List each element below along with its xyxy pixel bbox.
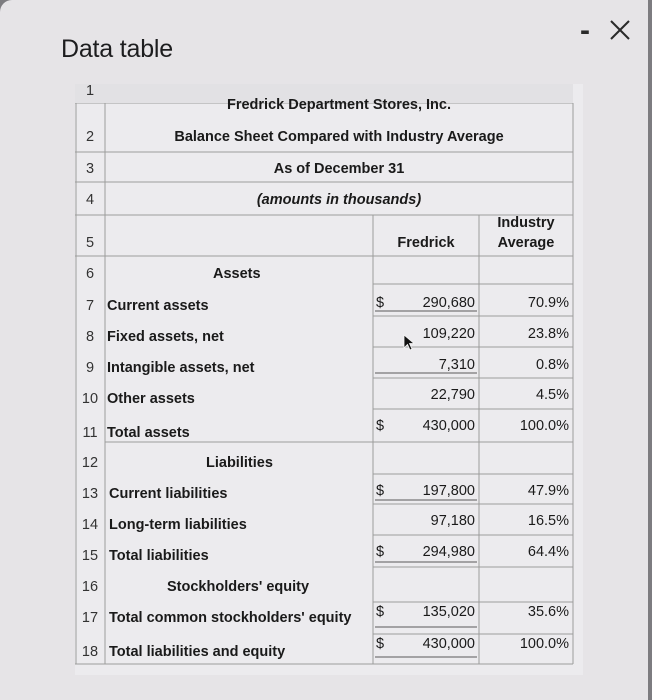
fredrick-value: 7,310 (438, 357, 475, 373)
sheet-title: Balance Sheet Compared with Industry Average (174, 129, 504, 145)
column-header-fredrick: Fredrick (397, 235, 455, 251)
dollar-sign: $ (376, 483, 385, 499)
industry-value: 23.8% (527, 326, 569, 342)
fredrick-value: 430,000 (422, 418, 475, 434)
row-number: 13 (81, 486, 99, 502)
row-number: 8 (85, 329, 95, 345)
section-header-assets: Assets (213, 266, 261, 282)
industry-value: 35.6% (527, 604, 569, 620)
industry-value: 100.0% (519, 418, 569, 434)
dollar-sign: $ (376, 604, 385, 620)
row-number: 14 (81, 517, 99, 533)
row-number: 12 (81, 455, 99, 471)
fredrick-value: 430,000 (422, 636, 475, 652)
row-number: 11 (82, 425, 98, 441)
row-label: Other assets (107, 391, 195, 407)
row-number: 17 (81, 610, 99, 626)
row-number: 3 (85, 161, 95, 177)
industry-value: 0.8% (535, 357, 569, 373)
industry-value: 100.0% (519, 636, 569, 652)
balance-sheet-table (75, 84, 583, 675)
row-number: 1 (85, 83, 95, 99)
fredrick-value: 197,800 (422, 483, 475, 499)
fredrick-value: 22,790 (430, 387, 475, 403)
column-header-industry: Industry (497, 215, 555, 231)
fredrick-value: 109,220 (422, 326, 475, 342)
close-x-icon (606, 16, 634, 44)
dollar-sign: $ (376, 418, 385, 434)
minimize-button[interactable]: - (580, 14, 590, 47)
industry-value: 64.4% (527, 544, 569, 560)
fredrick-value: 97,180 (430, 513, 475, 529)
sheet-units: (amounts in thousands) (256, 192, 422, 208)
row-label: Total assets (107, 425, 190, 441)
section-header-equity: Stockholders' equity (167, 579, 310, 595)
section-header-liabilities: Liabilities (206, 455, 273, 471)
row-label: Total liabilities (109, 548, 209, 564)
row-label: Fixed assets, net (107, 329, 224, 345)
dollar-sign: $ (376, 295, 385, 311)
fredrick-value: 135,020 (422, 604, 475, 620)
row-label: Current assets (107, 298, 209, 314)
fredrick-value: 294,980 (422, 544, 475, 560)
row-number: 16 (81, 579, 99, 595)
row-label: Current liabilities (109, 486, 228, 502)
industry-value: 70.9% (527, 295, 569, 311)
row-number: 10 (81, 391, 99, 407)
row-number: 4 (85, 192, 95, 208)
row-label: Total common stockholders' equity (109, 610, 352, 626)
sheet-date: As of December 31 (273, 161, 405, 177)
column-header-average: Average (497, 235, 555, 251)
row-number: 5 (85, 235, 95, 251)
row-number: 2 (85, 129, 95, 145)
row-number: 15 (81, 548, 99, 564)
industry-value: 4.5% (535, 387, 569, 403)
dollar-sign: $ (376, 544, 385, 560)
row-number: 6 (85, 266, 95, 282)
row-number: 9 (85, 360, 95, 376)
fredrick-value: 290,680 (422, 295, 475, 311)
row-number: 18 (81, 644, 99, 660)
industry-value: 16.5% (527, 513, 569, 529)
row-number: 7 (85, 298, 95, 314)
dollar-sign: $ (376, 636, 385, 652)
company-name-partial: Fredrick Department Stores, Inc. (226, 97, 451, 113)
close-button[interactable] (606, 16, 634, 44)
dialog-title: Data table (61, 35, 173, 63)
row-label: Total liabilities and equity (109, 644, 286, 660)
industry-value: 47.9% (527, 483, 569, 499)
row-label: Long-term liabilities (109, 517, 247, 533)
mouse-pointer-icon (403, 334, 417, 352)
row-label: Intangible assets, net (107, 360, 255, 376)
